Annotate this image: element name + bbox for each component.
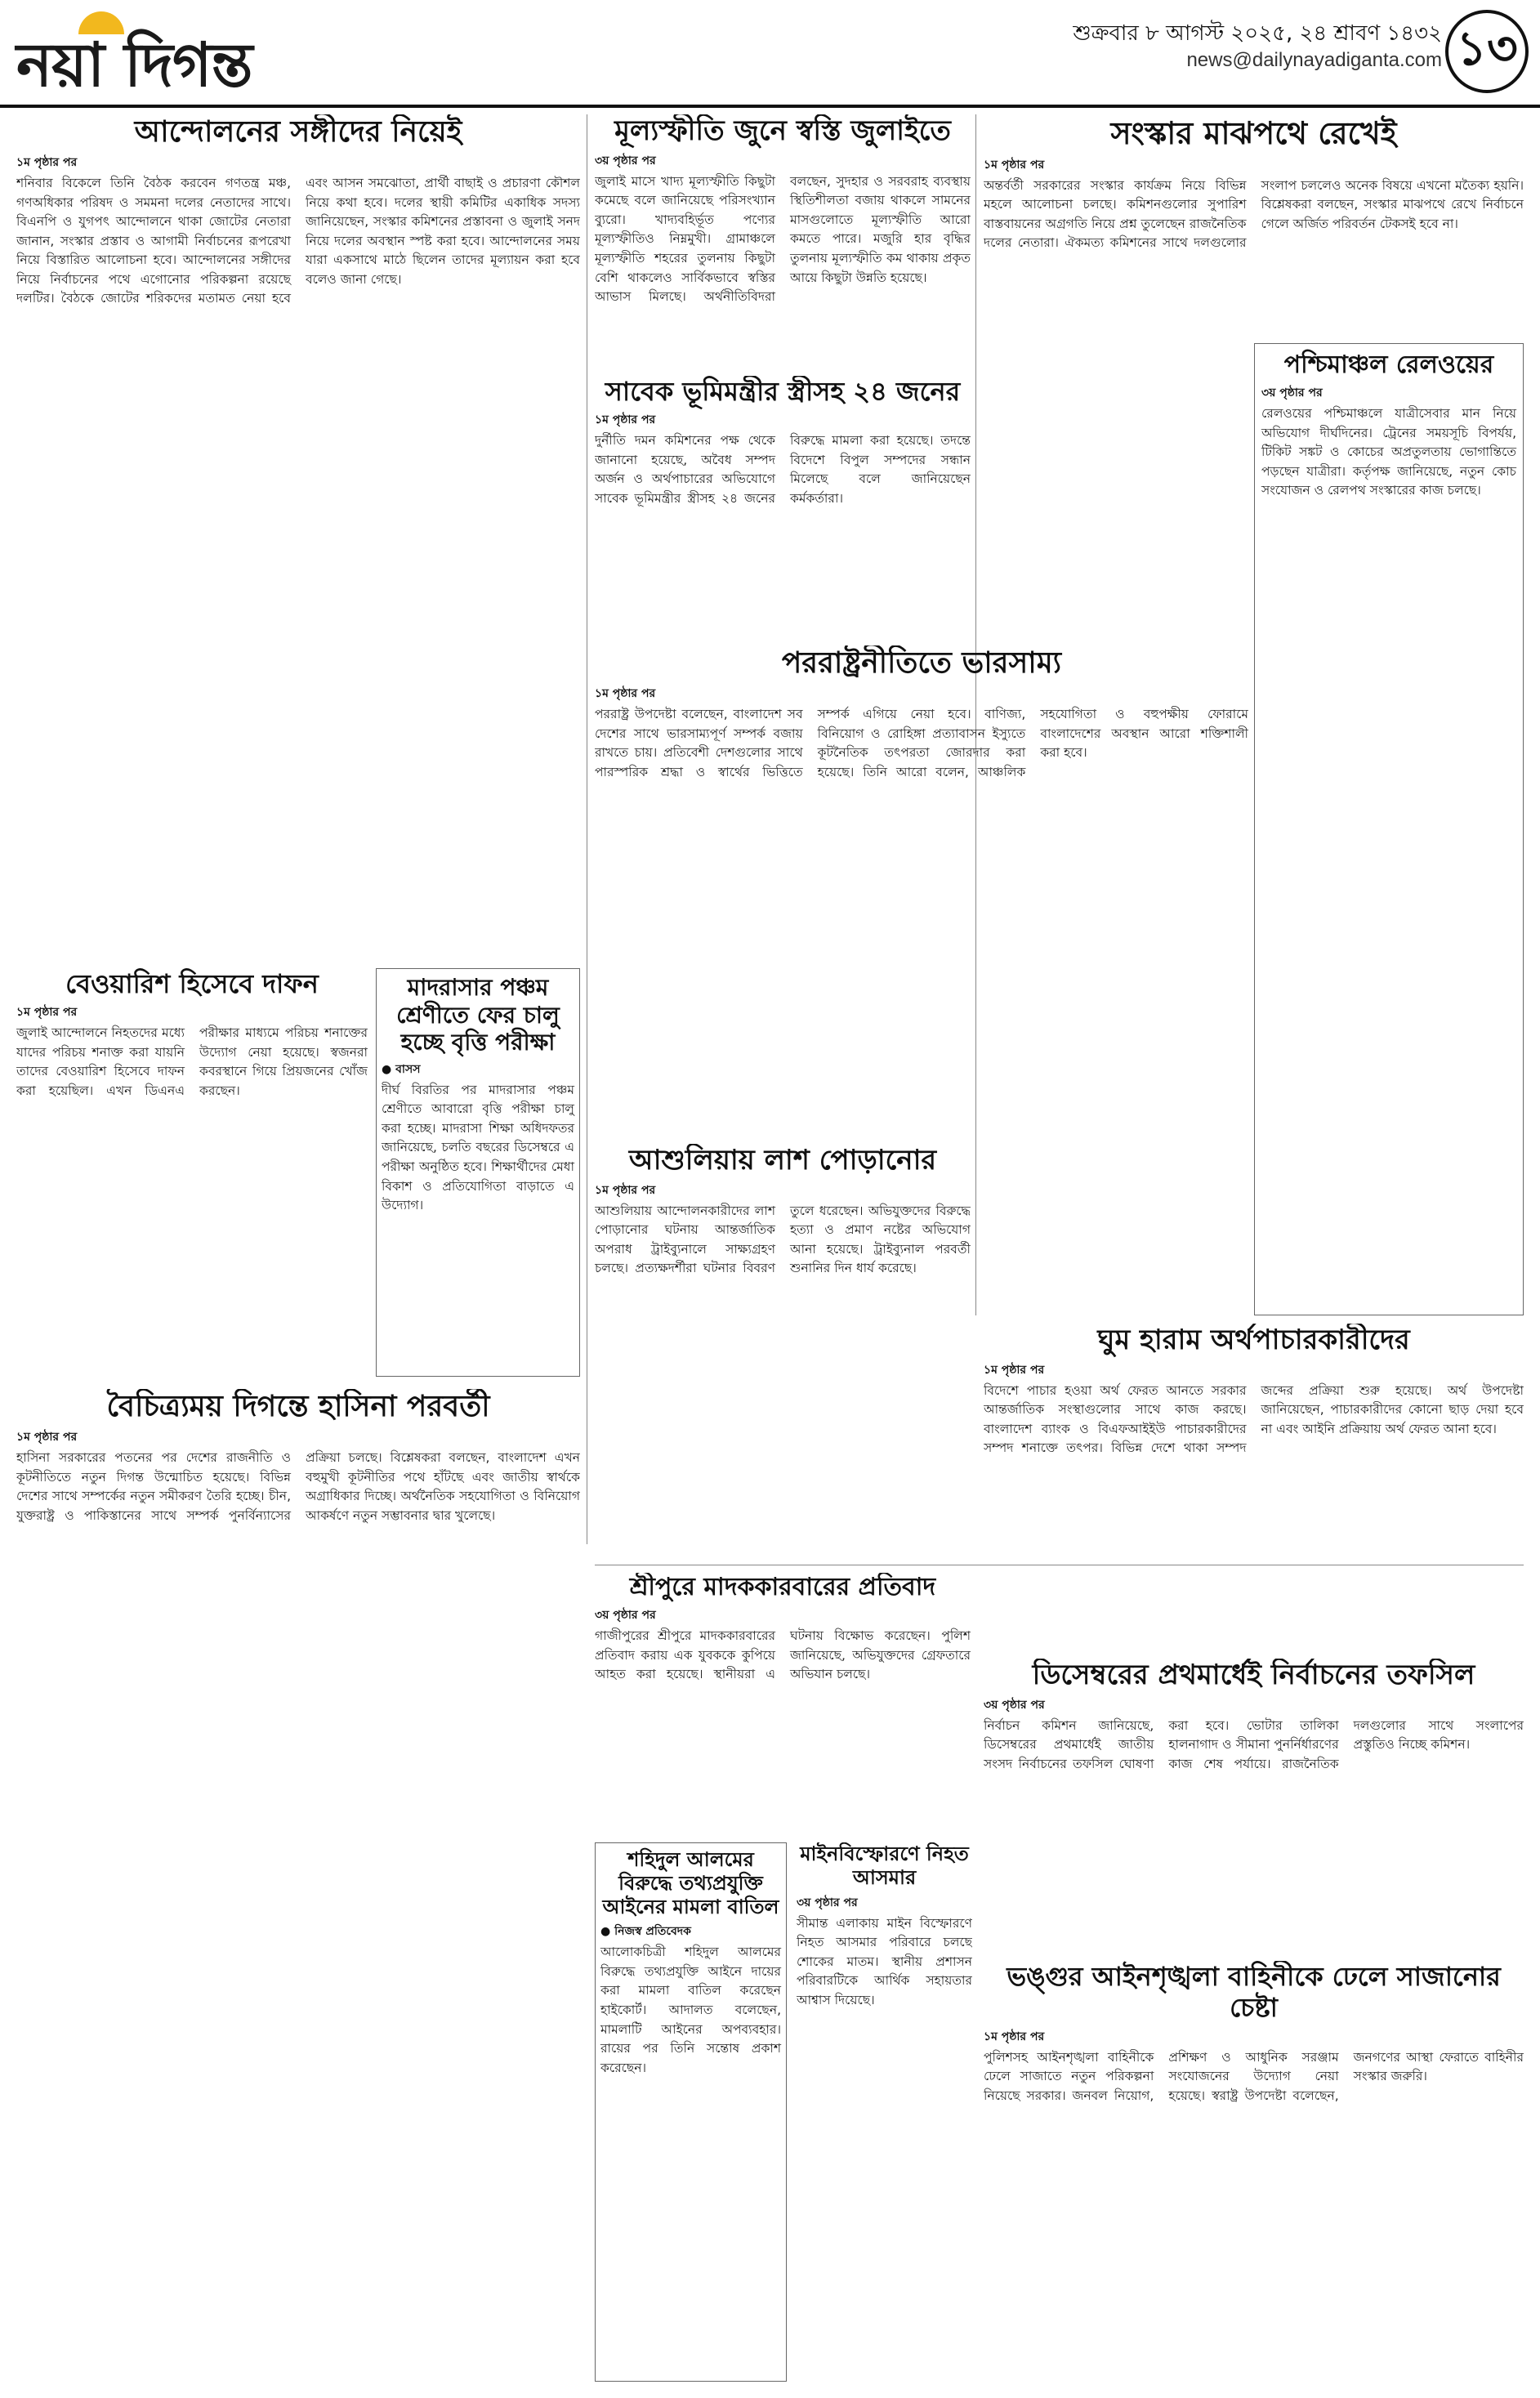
article-body: জুলাই আন্দোলনে নিহতদের মধ্যে যাদের পরিচয় শনাক্ত করা যায়নি তাদের বেওয়ারিশ হিসেবে দাফন করা হয়েছিল। এখন ডিএনএ পরীক্ষার মাধ্যমে পরিচয় শনাক্তের উদ্যোগ নেয়া হয়েছে। স্বজনরা কবরস্থানে গিয়ে প্রিয়জনের খোঁজ করছেন। [16, 1025, 368, 1099]
article-railway [1254, 343, 1524, 1315]
headline: সংস্কার মাঝপথে রেখেই [1110, 114, 1397, 151]
headline: বেওয়ারিশ হিসেবে দাফন [65, 968, 319, 999]
continuation-tag: ১ম পৃষ্ঠার পর [595, 413, 656, 427]
article-law-enforcement [984, 1961, 1524, 2382]
article-andoloner [16, 114, 580, 956]
continuation-tag: ১ম পৃষ্ঠার পর [16, 1431, 78, 1445]
article-madrasa-scholarship [376, 968, 580, 1377]
headline: পশ্চিমাঞ্চল রেলওয়ের [1283, 351, 1494, 379]
article-body: গাজীপুরের শ্রীপুরে মাদককারবারের প্রতিবাদ করায় এক যুবককে কুপিয়ে আহত করা হয়েছে। স্থানীয়রা এ ঘটনায় বিক্ষোভ করেছেন। পুলিশ জানিয়েছে, অভিযুক্তদের গ্রেফতারে অভিযান চলছে। [595, 1628, 971, 1682]
article-body: বিদেশে পাচার হওয়া অর্থ ফেরত আনতে সরকার আন্তর্জাতিক সংস্থাগুলোর সাথে কাজ করছে। বাংলাদেশ ব্যাংক ও বিএফআইইউ পাচারকারীদের সম্পদ শনাক্তে তৎপর। বিভিন্ন দেশে থাকা সম্পদ জব্দের প্রক্রিয়া শুরু হয়েছে। অর্থ উপদেষ্টা জানিয়েছেন, পাচারকারীদের কোনো ছাড় দেয়া হবে না এবং আইনি প্রক্রিয়ায় অর্থ ফেরত আনা হবে। [984, 1382, 1524, 1456]
continuation-tag: ১ম পৃষ্ঠার পর [984, 158, 1045, 172]
article-body: দীর্ঘ বিরতির পর মাদরাসার পঞ্চম শ্রেণীতে আবারো বৃত্তি পরীক্ষা চালু করা হচ্ছে। মাদরাসা শিক্ষা অধিদফতর জানিয়েছে, চলতি বছরের ডিসেম্বরে এ পরীক্ষা অনুষ্ঠিত হবে। শিক্ষার্থীদের মেধা বিকাশ ও প্রতিযোগিতা বাড়াতে এ উদ্যোগ। [382, 1082, 574, 1213]
article-body: পররাষ্ট্র উপদেষ্টা বলেছেন, বাংলাদেশ সব দেশের সাথে ভারসাম্যপূর্ণ সম্পর্ক বজায় রাখতে চায়। প্রতিবেশী দেশগুলোর সাথে পারস্পরিক শ্রদ্ধা ও স্বার্থের ভিত্তিতে সম্পর্ক এগিয়ে নেয়া হবে। বাণিজ্য, বিনিয়োগ ও রোহিঙ্গা প্রত্যাবাসন ইস্যুতে কূটনৈতিক তৎপরতা জোরদার করা হয়েছে। তিনি আরো বলেন, আঞ্চলিক সহযোগিতা ও বহুপক্ষীয় ফোরামে বাংলাদেশের অবস্থান আরো শক্তিশালী করা হবে। [595, 707, 1248, 779]
page-number: ১৩ [1445, 10, 1529, 93]
article-land-minister [595, 376, 971, 637]
article-sreepur [595, 1573, 971, 1834]
headline: মূল্যস্ফীতি জুনে স্বস্তি জুলাইতে [614, 114, 951, 147]
article-body: পুলিশসহ আইনশৃঙ্খলা বাহিনীকে ঢেলে সাজাতে নতুন পরিকল্পনা নিয়েছে সরকার। জনবল নিয়োগ, প্রশিক্ষণ ও আধুনিক সরঞ্জাম সংযোজনের উদ্যোগ নেয়া হয়েছে। স্বরাষ্ট্র উপদেষ্টা বলেছেন, জনগণের আস্থা ফেরাতে বাহিনীর সংস্কার জরুরি। [984, 2049, 1524, 2103]
article-body: আলোকচিত্রী শহিদুল আলমের বিরুদ্ধে তথ্যপ্রযুক্তি আইনে দায়ের করা মামলা বাতিল করেছেন হাইকোর্ট। আদালত বলেছেন, মামলাটি আইনের অপব্যবহার। রায়ের পর তিনি সন্তোষ প্রকাশ করেছেন। [600, 1945, 781, 2075]
continuation-tag: ১ম পৃষ্ঠার পর [595, 1183, 656, 1197]
headline: মাইনবিস্ফোরণে নিহত আসমার [800, 1842, 969, 1889]
masthead [0, 0, 1540, 123]
continuation-tag: ১ম পৃষ্ঠার পর [16, 1006, 78, 1020]
article-ashulia [595, 1144, 971, 1561]
article-money-launderers [984, 1324, 1524, 1650]
article-body: আশুলিয়ায় আন্দোলনকারীদের লাশ পোড়ানোর ঘটনায় আন্তর্জাতিক অপরাধ ট্রাইব্যুনালে সাক্ষ্যগ্রহণ চলছে। প্রত্যক্ষদর্শীরা ঘটনার বিবরণ তুলে ধরেছেন। অভিযুক্তদের বিরুদ্ধে হত্যা ও প্রমাণ নষ্টের অভিযোগ আনা হয়েছে। ট্রাইব্যুনাল পরবর্তী শুনানির দিন ধার্য করেছে। [595, 1203, 971, 1276]
article-shahidul-alam [595, 1842, 787, 2382]
headline: সাবেক ভূমিমন্ত্রীর স্ত্রীসহ ২৪ জনের [605, 376, 961, 407]
continuation-tag: ● নিজস্ব প্রতিবেদক [600, 1925, 691, 1939]
continuation-tag: ৩য় পৃষ্ঠার পর [1261, 386, 1323, 400]
article-body: সীমান্ত এলাকায় মাইন বিস্ফোরণে নিহত আসমার পরিবারে চলছে শোকের মাতম। স্থানীয় প্রশাসন পরিবারটিকে আর্থিক সহায়তার আশ্বাস দিয়েছে। [797, 1915, 972, 2007]
continuation-tag: ১ম পৃষ্ঠার পর [595, 687, 656, 701]
article-landmine [797, 1842, 972, 2382]
article-body: হাসিনা সরকারের পতনের পর দেশের রাজনীতি ও কূটনীতিতে নতুন দিগন্ত উন্মোচিত হয়েছে। বিভিন্ন দেশের সাথে সম্পর্কের নতুন সমীকরণ তৈরি হচ্ছে। চীন, যুক্তরাষ্ট্র ও পাকিস্তানের সাথে সম্পর্ক পুনর্বিন্যাসের প্রক্রিয়া চলছে। বিশ্লেষকরা বলছেন, বাংলাদেশ এখন বহুমুখী কূটনীতির পথে হাঁটছে এবং জাতীয় স্বার্থকে অগ্রাধিকার দিচ্ছে। অর্থনৈতিক সহযোগিতা ও বিনিয়োগ আকর্ষণে নতুন সম্ভাবনার দ্বার খুলেছে। [16, 1450, 580, 1523]
headline: আন্দোলনের সঙ্গীদের নিয়েই [134, 114, 462, 149]
headline: ডিসেম্বরের প্রথমার্ধেই নির্বাচনের তফসিল [1032, 1659, 1475, 1691]
article-unclaimed-burial [16, 968, 368, 1377]
continuation-tag: ৩য় পৃষ্ঠার পর [595, 1609, 656, 1622]
headline: ঘুম হারাম অর্থপাচারকারীদের [1097, 1324, 1410, 1356]
newspaper-logo: নয়া দিগন্ত [16, 30, 252, 100]
issue-date: শুক্রবার ৮ আগস্ট ২০২৫, ২৪ শ্রাবণ ১৪৩২ [1073, 21, 1442, 46]
article-body: শনিবার বিকেলে তিনি বৈঠক করবেন গণতন্ত্র মঞ্চ, গণঅধিকার পরিষদ ও সমমনা দলের নেতাদের সাথে। বিএনপি ও যুগপৎ আন্দোলনে থাকা জোটের নেতারা জানান, সংস্কার প্রস্তাব ও আগামী নির্বাচনের রূপরেখা নিয়ে বিস্তারিত আলোচনা হবে। আন্দোলনের সঙ্গীদের নিয়ে নির্বাচনের পথে এগোনোর পরিকল্পনা রয়েছে দলটির। বৈঠকে জোটের শরিকদের মতামত নেয়া হবে এবং আসন সমঝোতা, প্রার্থী বাছাই ও প্রচারণা কৌশল নিয়ে কথা হবে। দলের স্থায়ী কমিটির একাধিক সদস্য জানিয়েছেন, সংস্কার কমিশনের প্রস্তাবনা ও জুলাই সনদ নিয়ে দলের অবস্থান স্পষ্ট করা হবে। আন্দোলনের সময় যারা একসাথে মাঠে ছিলেন তাদের মূল্যায়ন করা হবে বলেও জানা গেছে। [16, 176, 580, 306]
masthead-rule [0, 105, 1540, 108]
continuation-tag: ১ম পৃষ্ঠার পর [984, 1363, 1045, 1377]
article-inflation [595, 114, 971, 368]
continuation-tag: ১ম পৃষ্ঠার পর [984, 2030, 1045, 2043]
headline: আশুলিয়ায় লাশ পোড়ানোর [628, 1144, 937, 1177]
article-election-schedule [984, 1659, 1524, 1953]
headline: শ্রীপুরে মাদককারবারের প্রতিবাদ [629, 1573, 936, 1601]
article-body: জুলাই মাসে খাদ্য মূল্যস্ফীতি কিছুটা কমেছে বলে জানিয়েছে পরিসংখ্যান ব্যুরো। খাদ্যবহির্ভূত পণ্যের মূল্যস্ফীতিও নিম্নমুখী। গ্রামাঞ্চলে মূল্যস্ফীতি শহরের তুলনায় কিছুটা বেশি থাকলেও সার্বিকভাবে স্বস্তির আভাস মিলছে। অর্থনীতিবিদরা বলছেন, সুদহার ও সরবরাহ ব্যবস্থায় স্থিতিশীলতা বজায় থাকলে সামনের মাসগুলোতে মূল্যস্ফীতি আরো কমতে পারে। মজুরি হার বৃদ্ধির তুলনায় মূল্যস্ফীতি কম থাকায় প্রকৃত আয়ে কিছুটা উন্নতি হয়েছে। [595, 173, 971, 305]
headline: শহিদুল আলমের বিরুদ্ধে তথ্যপ্রযুক্তি আইনের মামলা বাতিল [602, 1847, 779, 1918]
article-body: অন্তর্বর্তী সরকারের সংস্কার কার্যক্রম নিয়ে বিভিন্ন মহলে আলোচনা চলছে। কমিশনগুলোর সুপারিশ বাস্তবায়নের অগ্রগতি নিয়ে প্রশ্ন তুলেছেন রাজনৈতিক দলের নেতারা। ঐকমত্য কমিশনের সাথে দলগুলোর সংলাপ চললেও অনেক বিষয়ে এখনো মতৈক্য হয়নি। বিশ্লেষকরা বলছেন, সংস্কার মাঝপথে রেখে নির্বাচনে গেলে অর্জিত পরিবর্তন টেকসই হবে না। [984, 177, 1524, 251]
headline: ভঙ্গুর আইনশৃঙ্খলা বাহিনীকে ঢেলে সাজানোর চেষ্টা [1007, 1961, 1501, 2024]
continuation-tag: ১ম পৃষ্ঠার পর [16, 156, 78, 170]
headline: পররাষ্ট্রনীতিতে ভারসাম্য [781, 645, 1062, 680]
article-body: নির্বাচন কমিশন জানিয়েছে, ডিসেম্বরের প্রথমার্ধেই জাতীয় সংসদ নির্বাচনের তফসিল ঘোষণা করা হবে। ভোটার তালিকা হালনাগাদ ও সীমানা পুনর্নির্ধারণের কাজ শেষ পর্যায়ে। রাজনৈতিক দলগুলোর সাথে সংলাপের প্রস্তুতিও নিচ্ছে কমিশন। [984, 1717, 1524, 1771]
continuation-tag: ৩য় পৃষ্ঠার পর [797, 1896, 858, 1909]
contact-email: news@dailynayadiganta.com [1186, 49, 1442, 71]
headline: বৈচিত্র্যময় দিগন্তে হাসিনা পরবর্তী [106, 1389, 490, 1423]
continuation-tag: ● বাসস [382, 1062, 421, 1076]
article-diverse-horizon [16, 1389, 580, 2382]
continuation-tag: ৩য় পৃষ্ঠার পর [984, 1698, 1045, 1712]
article-body: দুর্নীতি দমন কমিশনের পক্ষ থেকে জানানো হয়েছে, অবৈধ সম্পদ অর্জন ও অর্থপাচারের অভিযোগে সাবেক ভূমিমন্ত্রীর স্ত্রীসহ ২৪ জনের বিরুদ্ধে মামলা করা হয়েছে। তদন্তে বিদেশে বিপুল সম্পদের সন্ধান মিলেছে বলে জানিয়েছেন কর্মকর্তারা। [595, 433, 971, 507]
article-foreign-policy [595, 645, 1248, 1136]
article-body: রেলওয়ের পশ্চিমাঞ্চলে যাত্রীসেবার মান নিয়ে অভিযোগ দীর্ঘদিনের। ট্রেনের সময়সূচি বিপর্যয়, টিকিট সঙ্কট ও কোচের অপ্রতুলতায় ভোগান্তিতে পড়ছেন যাত্রীরা। কর্তৃপক্ষ জানিয়েছে, নতুন কোচ সংযোজন ও রেলপথ সংস্কারের কাজ চলছে। [1261, 406, 1516, 498]
continuation-tag: ৩য় পৃষ্ঠার পর [595, 154, 656, 167]
headline: মাদরাসার পঞ্চম শ্রেণীতে ফের চালু হচ্ছে বৃত্তি পরীক্ষা [396, 974, 560, 1056]
